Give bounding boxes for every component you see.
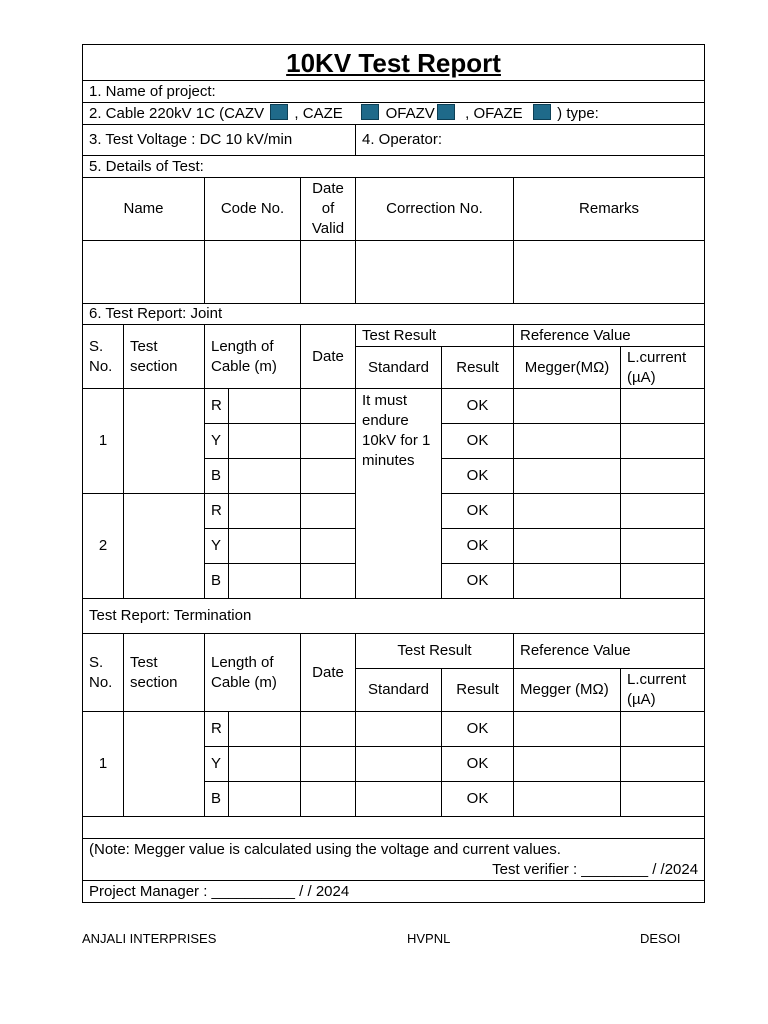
joint-lcurrent-cell[interactable] bbox=[621, 459, 705, 494]
details-cell-date[interactable] bbox=[301, 241, 356, 304]
joint-length-cell[interactable] bbox=[229, 494, 301, 529]
joint-header-section: Test section bbox=[124, 325, 205, 389]
termination-length-cell[interactable] bbox=[229, 782, 301, 817]
joint-header-lcurrent: L.current (µA) bbox=[621, 347, 705, 389]
joint-date-cell[interactable] bbox=[301, 494, 356, 529]
joint-section-title: 6. Test Report: Joint bbox=[83, 304, 705, 325]
test-report-form bbox=[82, 44, 704, 901]
details-cell-name[interactable] bbox=[83, 241, 205, 304]
joint-megger-cell[interactable] bbox=[514, 389, 621, 424]
joint-lcurrent-cell[interactable] bbox=[621, 494, 705, 529]
joint-header-result: Result bbox=[442, 347, 514, 389]
test-voltage-field: 3. Test Voltage : DC 10 kV/min bbox=[83, 125, 356, 156]
joint-result: OK bbox=[442, 389, 514, 424]
checkbox-ofaze[interactable] bbox=[533, 104, 551, 120]
termination-header-test-result: Test Result bbox=[356, 634, 514, 669]
termination-result: OK bbox=[442, 747, 514, 782]
details-cell-correction[interactable] bbox=[356, 241, 514, 304]
joint-date-cell[interactable] bbox=[301, 564, 356, 599]
termination-date-cell[interactable] bbox=[301, 782, 356, 817]
joint-header-length: Length of Cable (m) bbox=[205, 325, 301, 389]
joint-header-reference: Reference Value bbox=[514, 325, 705, 347]
termination-standard-cell[interactable] bbox=[356, 747, 442, 782]
joint-result: OK bbox=[442, 424, 514, 459]
test-verifier-field[interactable]: Test verifier : ________ / /2024 bbox=[492, 860, 699, 878]
termination-megger-cell[interactable] bbox=[514, 747, 621, 782]
note-cell bbox=[83, 839, 705, 881]
termination-megger-cell[interactable] bbox=[514, 712, 621, 747]
joint-megger-cell[interactable] bbox=[514, 564, 621, 599]
termination-date-cell[interactable] bbox=[301, 712, 356, 747]
termination-header-length: Length of Cable (m) bbox=[205, 634, 301, 712]
joint-header-sno: S. No. bbox=[83, 325, 124, 389]
termination-lcurrent-cell[interactable] bbox=[621, 747, 705, 782]
joint-date-cell[interactable] bbox=[301, 459, 356, 494]
joint-result: OK bbox=[442, 459, 514, 494]
termination-header-megger: Megger (MΩ) bbox=[514, 669, 621, 712]
termination-standard-cell[interactable] bbox=[356, 712, 442, 747]
termination-megger-cell[interactable] bbox=[514, 782, 621, 817]
report-title: 10KV Test Report bbox=[83, 45, 705, 81]
joint-lcurrent-cell[interactable] bbox=[621, 564, 705, 599]
joint-length-cell[interactable] bbox=[229, 424, 301, 459]
termination-header-standard: Standard bbox=[356, 669, 442, 712]
megger-note: (Note: Megger value is calculated using the voltage and current values. bbox=[89, 840, 561, 858]
termination-phase: Y bbox=[205, 747, 229, 782]
termination-test-section[interactable] bbox=[124, 712, 205, 817]
termination-lcurrent-cell[interactable] bbox=[621, 782, 705, 817]
checkbox-caze[interactable] bbox=[361, 104, 379, 120]
project-manager-field[interactable]: Project Manager : __________ / / 2024 bbox=[83, 881, 705, 903]
joint-header-standard: Standard bbox=[356, 347, 442, 389]
joint-result: OK bbox=[442, 564, 514, 599]
termination-header-date: Date bbox=[301, 634, 356, 712]
footer-hvpnl: HVPNL bbox=[407, 931, 451, 946]
termination-phase: B bbox=[205, 782, 229, 817]
termination-header-lcurrent: L.current (µA) bbox=[621, 669, 705, 712]
termination-length-cell[interactable] bbox=[229, 747, 301, 782]
joint-phase: R bbox=[205, 389, 229, 424]
details-of-test-label: 5. Details of Test: bbox=[83, 156, 705, 178]
joint-date-cell[interactable] bbox=[301, 529, 356, 564]
termination-lcurrent-cell[interactable] bbox=[621, 712, 705, 747]
joint-test-section[interactable] bbox=[124, 494, 205, 599]
details-cell-remarks[interactable] bbox=[514, 241, 705, 304]
details-header-remarks: Remarks bbox=[514, 178, 705, 241]
joint-standard-text: It must endure 10kV for 1 minutes bbox=[356, 389, 442, 599]
joint-sno: 2 bbox=[83, 494, 124, 599]
joint-phase: B bbox=[205, 564, 229, 599]
joint-header-date: Date bbox=[301, 325, 356, 389]
joint-phase: Y bbox=[205, 424, 229, 459]
cable-type-label: 2. Cable 220kV 1C (CAZV bbox=[89, 104, 265, 122]
blank-row bbox=[83, 817, 705, 839]
cable-caze-label: , CAZE bbox=[294, 104, 343, 122]
termination-result: OK bbox=[442, 782, 514, 817]
termination-header-section: Test section bbox=[124, 634, 205, 712]
joint-result: OK bbox=[442, 494, 514, 529]
joint-lcurrent-cell[interactable] bbox=[621, 529, 705, 564]
project-name-field[interactable]: 1. Name of project: bbox=[83, 81, 705, 103]
joint-megger-cell[interactable] bbox=[514, 459, 621, 494]
joint-lcurrent-cell[interactable] bbox=[621, 389, 705, 424]
joint-phase: Y bbox=[205, 529, 229, 564]
joint-header-test-result: Test Result bbox=[356, 325, 514, 347]
joint-megger-cell[interactable] bbox=[514, 529, 621, 564]
joint-date-cell[interactable] bbox=[301, 389, 356, 424]
termination-header-sno: S. No. bbox=[83, 634, 124, 712]
termination-standard-cell[interactable] bbox=[356, 782, 442, 817]
details-header-name: Name bbox=[83, 178, 205, 241]
joint-date-cell[interactable] bbox=[301, 424, 356, 459]
termination-phase: R bbox=[205, 712, 229, 747]
joint-length-cell[interactable] bbox=[229, 459, 301, 494]
joint-phase: R bbox=[205, 494, 229, 529]
joint-sno: 1 bbox=[83, 389, 124, 494]
joint-header-megger: Megger(MΩ) bbox=[514, 347, 621, 389]
report-table bbox=[82, 44, 705, 903]
cable-ofazv-label: OFAZV bbox=[385, 104, 435, 122]
joint-test-section[interactable] bbox=[124, 389, 205, 494]
joint-length-cell[interactable] bbox=[229, 529, 301, 564]
termination-result: OK bbox=[442, 712, 514, 747]
operator-field[interactable]: 4. Operator: bbox=[356, 125, 705, 156]
cable-type-suffix: ) type: bbox=[557, 104, 599, 122]
details-header-code: Code No. bbox=[205, 178, 301, 241]
termination-header-reference: Reference Value bbox=[514, 634, 705, 669]
joint-lcurrent-cell[interactable] bbox=[621, 424, 705, 459]
termination-date-cell[interactable] bbox=[301, 747, 356, 782]
joint-megger-cell[interactable] bbox=[514, 424, 621, 459]
details-header-correction: Correction No. bbox=[356, 178, 514, 241]
details-cell-code[interactable] bbox=[205, 241, 301, 304]
termination-length-cell[interactable] bbox=[229, 712, 301, 747]
termination-header-result: Result bbox=[442, 669, 514, 712]
termination-sno: 1 bbox=[83, 712, 124, 817]
checkbox-cazv[interactable] bbox=[270, 104, 288, 120]
joint-length-cell[interactable] bbox=[229, 564, 301, 599]
termination-section-title: Test Report: Termination bbox=[83, 599, 705, 634]
cable-ofaze-label: , OFAZE bbox=[465, 104, 523, 122]
joint-result: OK bbox=[442, 529, 514, 564]
cable-type-field bbox=[83, 103, 705, 125]
details-header-date: Date of Valid bbox=[301, 178, 356, 241]
joint-phase: B bbox=[205, 459, 229, 494]
checkbox-ofazv[interactable] bbox=[437, 104, 455, 120]
footer-desoi: DESOI bbox=[640, 931, 681, 946]
joint-length-cell[interactable] bbox=[229, 389, 301, 424]
joint-megger-cell[interactable] bbox=[514, 494, 621, 529]
footer-company: ANJALI INTERPRISES bbox=[82, 931, 217, 946]
